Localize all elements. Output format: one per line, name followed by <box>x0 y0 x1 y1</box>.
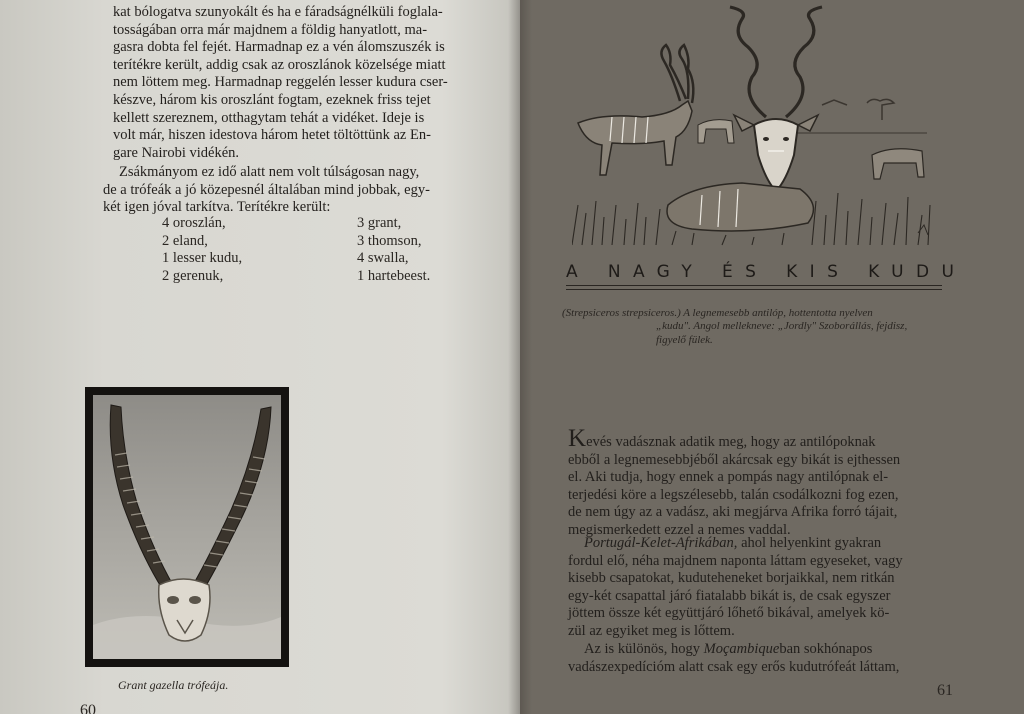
tally-item: 4 swalla, <box>357 250 409 267</box>
caption-line: figyelő fülek. <box>656 333 713 346</box>
text-line: egy-két csapattal járó fiatalabb bikát is, de csak egyszer <box>568 587 891 604</box>
text-line: kat bólogatva szunyokált és ha e fáradságnélküli foglala- <box>113 4 443 20</box>
drop-cap: K <box>568 425 587 452</box>
text-line: nem löttem meg. Harmadnap reggelén lesser kudura cser- <box>113 74 448 91</box>
text-line: készve, három kis oroszlánt fogtam, ezeknek friss tejet <box>113 91 431 108</box>
rule-line <box>566 285 942 286</box>
photo-background <box>93 395 281 659</box>
text-line: de nem úgy az a vadász, aki megjárva Afrika forró tájait, <box>568 504 898 521</box>
text-line: volt már, hiszen idestova három hetet töltöttünk az En- <box>113 127 431 144</box>
text-line: terítékre került, addig csak az oroszlánok közelsége miatt <box>113 56 446 73</box>
page-number-right: 61 <box>937 682 953 699</box>
text-line: gare Nairobi vidékén. <box>113 144 240 161</box>
tally-item: 3 grant, <box>357 215 402 231</box>
right-paragraph-2 <box>568 535 952 641</box>
text-line: kisebb csapatokat, kuduteheneket borjaikkal, nem ritkán <box>568 570 895 587</box>
right-paragraph-3 <box>568 641 952 676</box>
tally-item: 4 oroszlán, <box>162 215 226 231</box>
text-line <box>568 535 952 553</box>
tally-item: 3 thomson, <box>357 232 422 249</box>
text-line: két igen jóval tarkítva. Terítékre került: <box>103 199 331 216</box>
text-line: el. Aki tudja, hogy ennek a pompás nagy antilópnak el- <box>568 469 889 486</box>
caption-line: „kudu". Angol mellekneve: „Jordly" Szoborállás, fejdisz, <box>656 320 908 333</box>
tally-item: 1 lesser kudu, <box>162 250 243 267</box>
text-line: zül az egyiket meg is lőttem. <box>568 622 735 639</box>
tally-row <box>162 215 492 233</box>
caption-line: (Strepsiceros strepsiceros.) A legnemesebb antilóp, hottentotta nyelven <box>562 307 873 319</box>
right-paragraph-1 <box>568 425 952 540</box>
game-tally-list <box>162 215 492 285</box>
text-line: Zsákmányom ez idő alatt nem volt túlságosan nagy, <box>119 164 420 180</box>
italic-place-name: Moçambique <box>703 641 780 657</box>
kudu-illustration <box>572 5 932 250</box>
gazelle-trophy-photo <box>85 387 289 667</box>
tally-row <box>162 268 492 286</box>
left-paragraph-2 <box>103 164 493 217</box>
scientific-caption <box>562 307 946 347</box>
tally-item: 1 hartebeest. <box>357 267 431 284</box>
text-line: gasra dobta fel fejét. Harmadnap ez a vén álomszuszék is <box>113 39 445 56</box>
italic-place-name: Portugál-Kelet-Afrikában, <box>584 535 738 551</box>
text-line: vadászexpedícióm alatt csak egy erős kudutrófeát láttam, <box>568 658 900 675</box>
text-line: ebből a legnemesebbjéből akárcsak egy bikát is ejthessen <box>568 451 901 468</box>
photo-caption: Grant gazella trófeája. <box>118 678 229 692</box>
text-line: de a trófeák a jó közepesnél általában mind jobbak, egy- <box>103 181 430 198</box>
chapter-heading: A NAGY ÉS KIS KUDU <box>566 262 967 282</box>
text-line-rest: ban sokhónapos <box>779 641 873 657</box>
left-paragraph-1 <box>113 4 493 162</box>
text-line-rest: ahol helyenkint gyakran <box>737 535 882 551</box>
text-line-start: Az is különös, hogy <box>584 641 704 657</box>
text-line <box>568 425 952 452</box>
tally-row <box>162 233 492 251</box>
heading-rules <box>566 285 942 293</box>
text-line: tosságában orra már majdnem a földig hanyatlott, ma- <box>113 21 428 38</box>
gazelle-horns-illustration <box>93 395 281 659</box>
text-line <box>568 641 952 659</box>
rule-line <box>566 289 942 290</box>
tally-item: 2 gerenuk, <box>162 267 224 284</box>
text-line: megismerkedett ezzel a nemes vaddal. <box>568 521 791 538</box>
tally-item: 2 eland, <box>162 232 208 249</box>
page-number-left: 60 <box>80 702 96 714</box>
text-line: terjedési köre a legszélesebb, talán csodálkozni fog ezen, <box>568 486 899 503</box>
tally-row <box>162 250 492 268</box>
text-line: fordul elő, néha majdnem naponta láttam egyeseket, vagy <box>568 552 903 569</box>
text-line: kellett szereznem, otthagytam tehát a vidéket. Ideje is <box>113 109 425 126</box>
text-line-rest: evés vadásznak adatik meg, hogy az antilópoknak <box>586 434 876 450</box>
book-gutter <box>508 0 532 714</box>
text-line: jöttem össze két együttjáró lőhető bikával, amelyek kö- <box>568 605 890 622</box>
